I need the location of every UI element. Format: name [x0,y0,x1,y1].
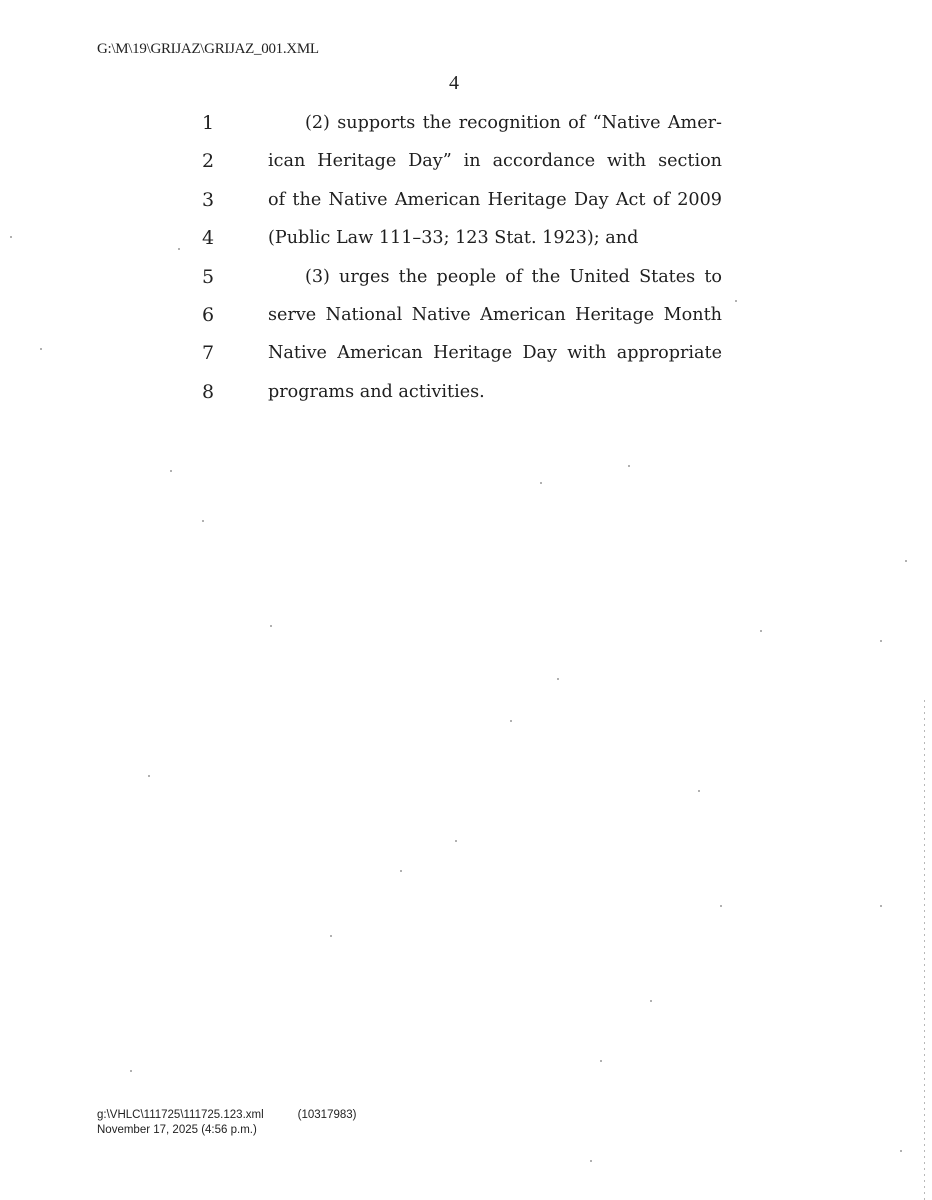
line-text: Native American Heritage Day with appropriate [268,343,722,364]
bill-text [0,104,932,411]
scan-speck [698,790,700,792]
line-number: 7 [201,342,215,365]
line-text: of the Native American Heritage Day Act of 2009 [268,189,722,210]
scan-speck [130,1070,132,1072]
scan-speck [900,1150,902,1152]
text-line [0,258,932,296]
scan-speck [270,625,272,627]
scan-speck [760,630,762,632]
scan-speck [540,482,542,484]
text-line [0,104,932,142]
text-line [0,334,932,372]
scan-speck [905,560,907,562]
scan-speck [720,905,722,907]
line-number: 5 [201,265,215,288]
scan-speck [400,870,402,872]
scan-speck [148,775,150,777]
line-number: 1 [201,112,215,134]
line-text: (2) supports the recognition of “Native Amer- [305,113,722,133]
scan-speck [40,348,42,350]
page-number: 4 [449,72,459,94]
line-number: 4 [201,227,215,250]
line-text: (3) urges the people of the United States to [305,266,722,287]
line-number: 3 [201,188,215,211]
line-text: serve National Native American Heritage Month [268,304,722,325]
scan-speck [880,640,882,642]
scan-speck [600,1060,602,1062]
scan-speck [330,935,332,937]
scan-speck [628,465,630,467]
text-line [0,373,932,411]
scan-edge-noise [924,700,925,1200]
line-text: ican Heritage Day” in accordance with section [268,151,722,172]
footer-source-path: g:\VHLC\111725\111725.123.xml [97,1109,264,1121]
line-text: programs and activities. [268,381,485,402]
text-line [0,181,932,219]
line-number: 2 [201,150,215,173]
line-number: 6 [201,303,215,326]
scan-speck [10,236,12,238]
scan-speck [735,300,737,302]
scan-speck [510,720,512,722]
scan-speck [178,248,180,250]
scan-speck [557,678,559,680]
footer-timestamp: November 17, 2025 (4:56 p.m.) [97,1124,257,1136]
header-file-path: G:\M\19\GRIJAZ\GRIJAZ_001.XML [97,41,319,57]
text-line [0,219,932,257]
scan-speck [170,470,172,472]
line-text: (Public Law 111–33; 123 Stat. 1923); and [268,228,639,249]
scan-speck [650,1000,652,1002]
footer-document-id: (10317983) [297,1109,357,1121]
footer [97,1108,356,1138]
scan-speck [880,905,882,907]
line-number: 8 [201,380,215,403]
scan-speck [202,520,204,522]
scan-speck [455,840,457,842]
text-line [0,142,932,180]
scan-speck [590,1160,592,1162]
text-line [0,296,932,334]
